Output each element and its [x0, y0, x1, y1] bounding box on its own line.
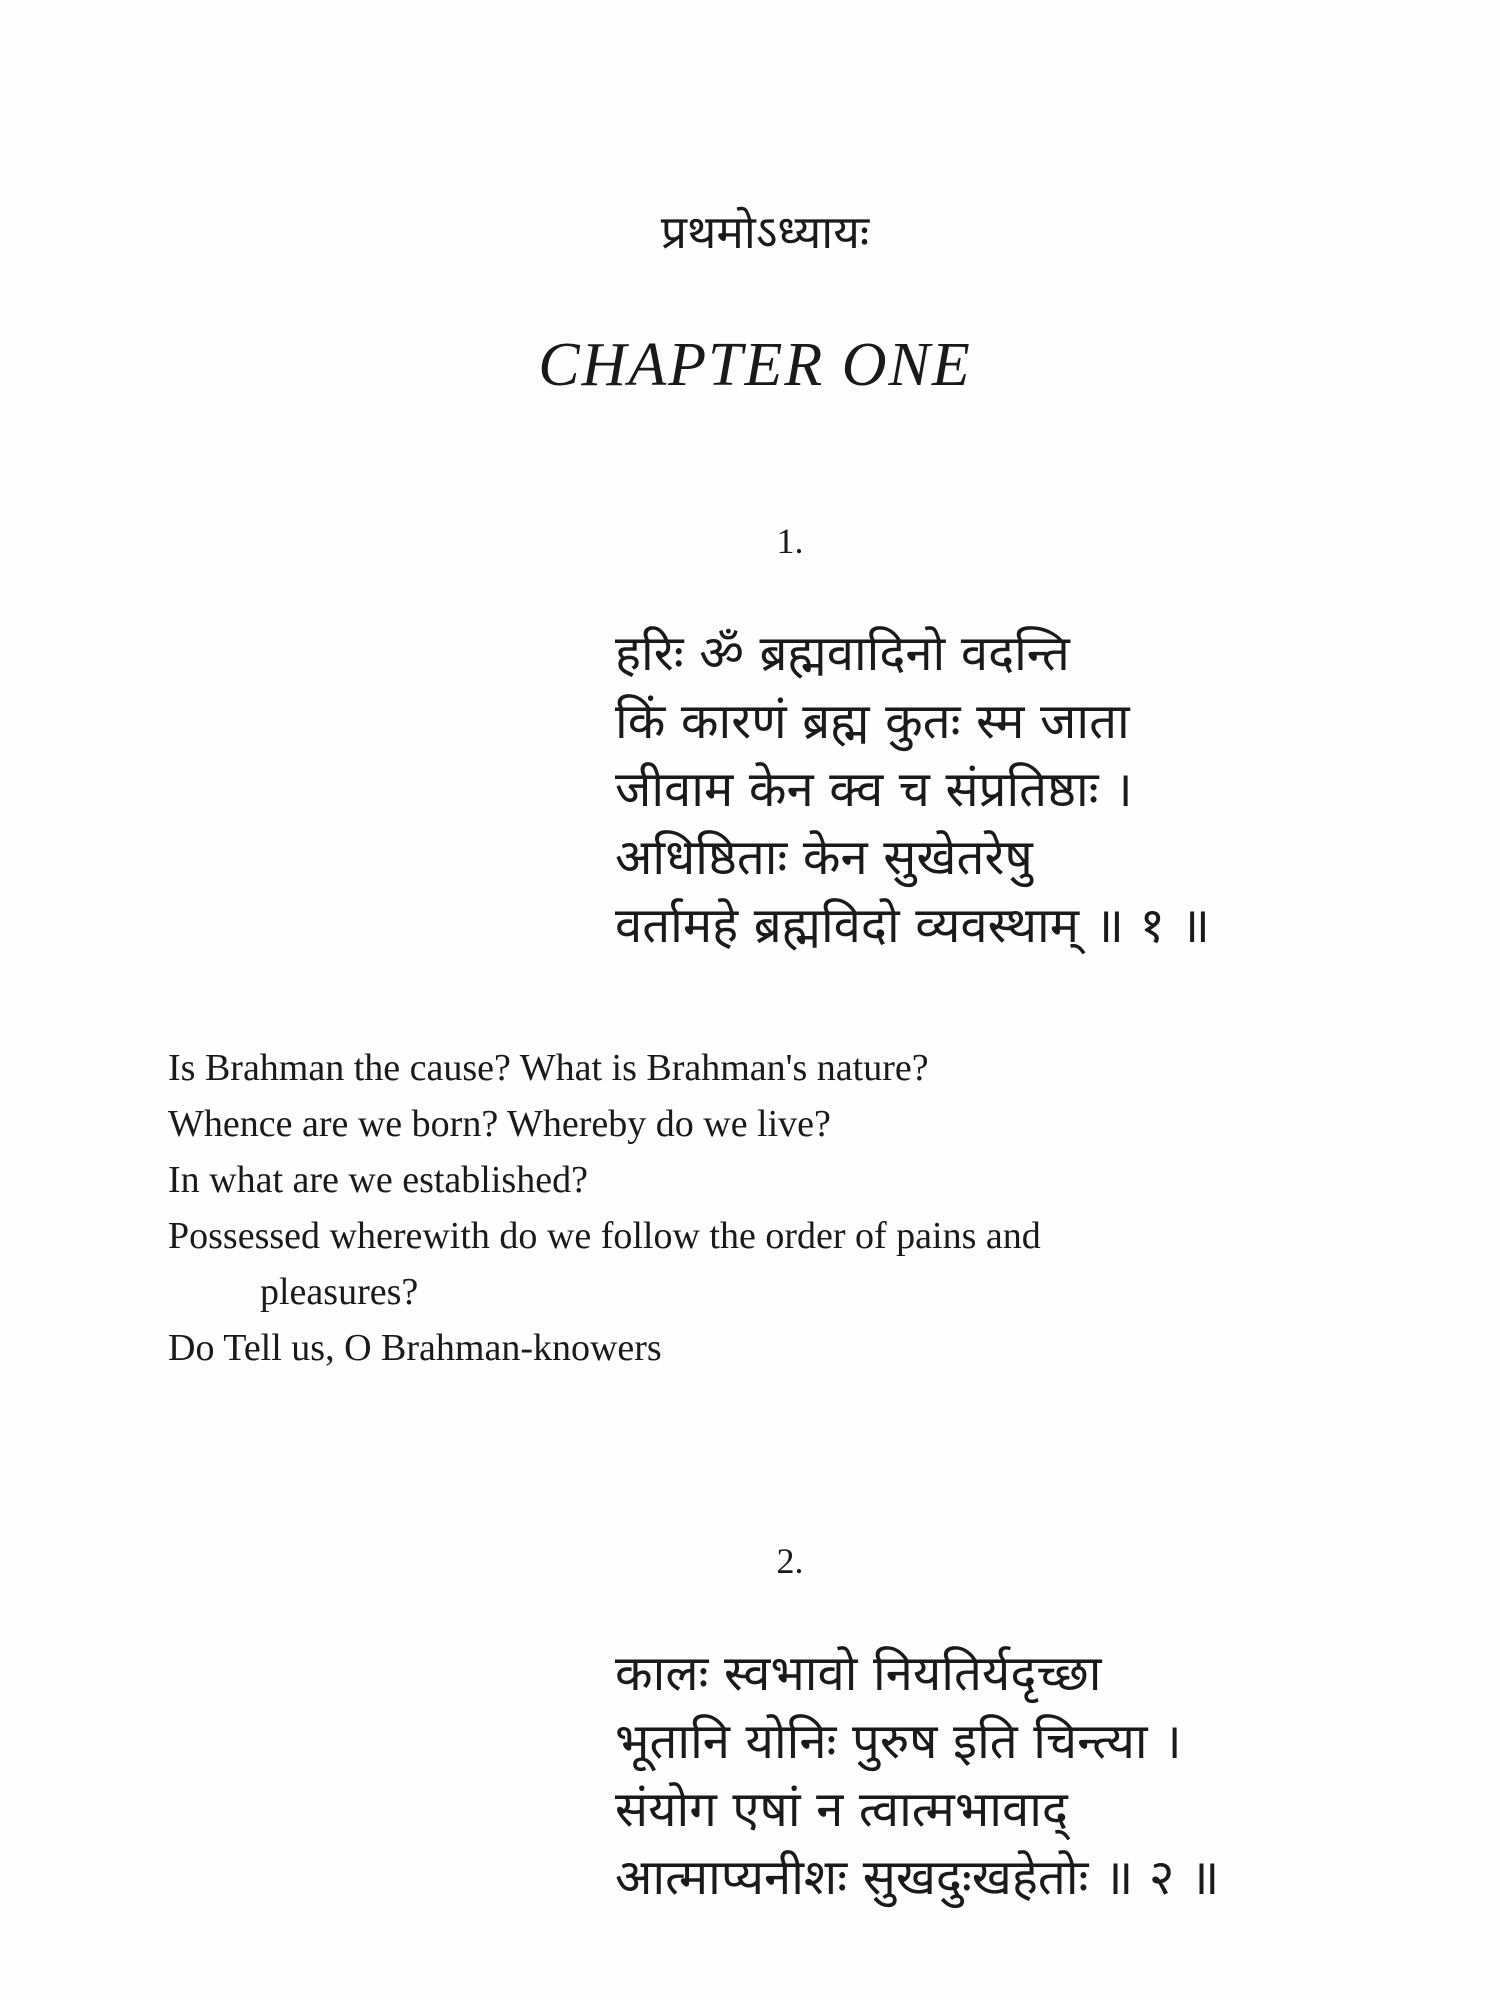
translation-line: pleasures? [260, 1271, 419, 1313]
translation-line: Whence are we born? Whereby do we live? [168, 1103, 831, 1145]
translation-line: Do Tell us, O Brahman-knowers [168, 1327, 662, 1369]
translation-line: Possessed wherewith do we follow the order of pains and [168, 1215, 1041, 1257]
verse-line: संयोग एषां न त्वात्मभावाद् [615, 1781, 1068, 1838]
verse-line: अधिष्ठिताः केन सुखेतरेषु [615, 829, 1033, 886]
verse-line: भूतानि योनिः पुरुष इति चिन्त्या । [615, 1713, 1182, 1770]
verse-sanskrit-text [615, 620, 1210, 960]
verse-line: हरिः ॐ ब्रह्मवादिनो वदन्ति [615, 625, 1070, 682]
chapter-title: CHAPTER ONE [538, 331, 972, 399]
verse-line: कालः स्वभावो नियतिर्यदृच्छा [615, 1645, 1102, 1702]
chapter-heading-sanskrit: प्रथमोऽध्यायः [660, 205, 870, 259]
translation-line: In what are we established? [168, 1159, 588, 1201]
verse-number: 1. [776, 521, 804, 561]
verse-line: जीवाम केन क्व च संप्रतिष्ठाः । [615, 761, 1133, 818]
verse-line: वर्तामहे ब्रह्मविदो व्यवस्थाम् ॥ १ ॥ [615, 897, 1210, 954]
verse-line: किं कारणं ब्रह्म कुतः स्म जाता [615, 693, 1130, 750]
verse-line: आत्माप्यनीशः सुखदुःखहेतोः ॥ २ ॥ [615, 1849, 1220, 1906]
verse-sanskrit-text [615, 1640, 1219, 1912]
verse-translation [168, 1040, 1368, 1376]
translation-line: Is Brahman the cause? What is Brahman's nature? [168, 1047, 929, 1089]
verse-number: 2. [776, 1541, 804, 1581]
